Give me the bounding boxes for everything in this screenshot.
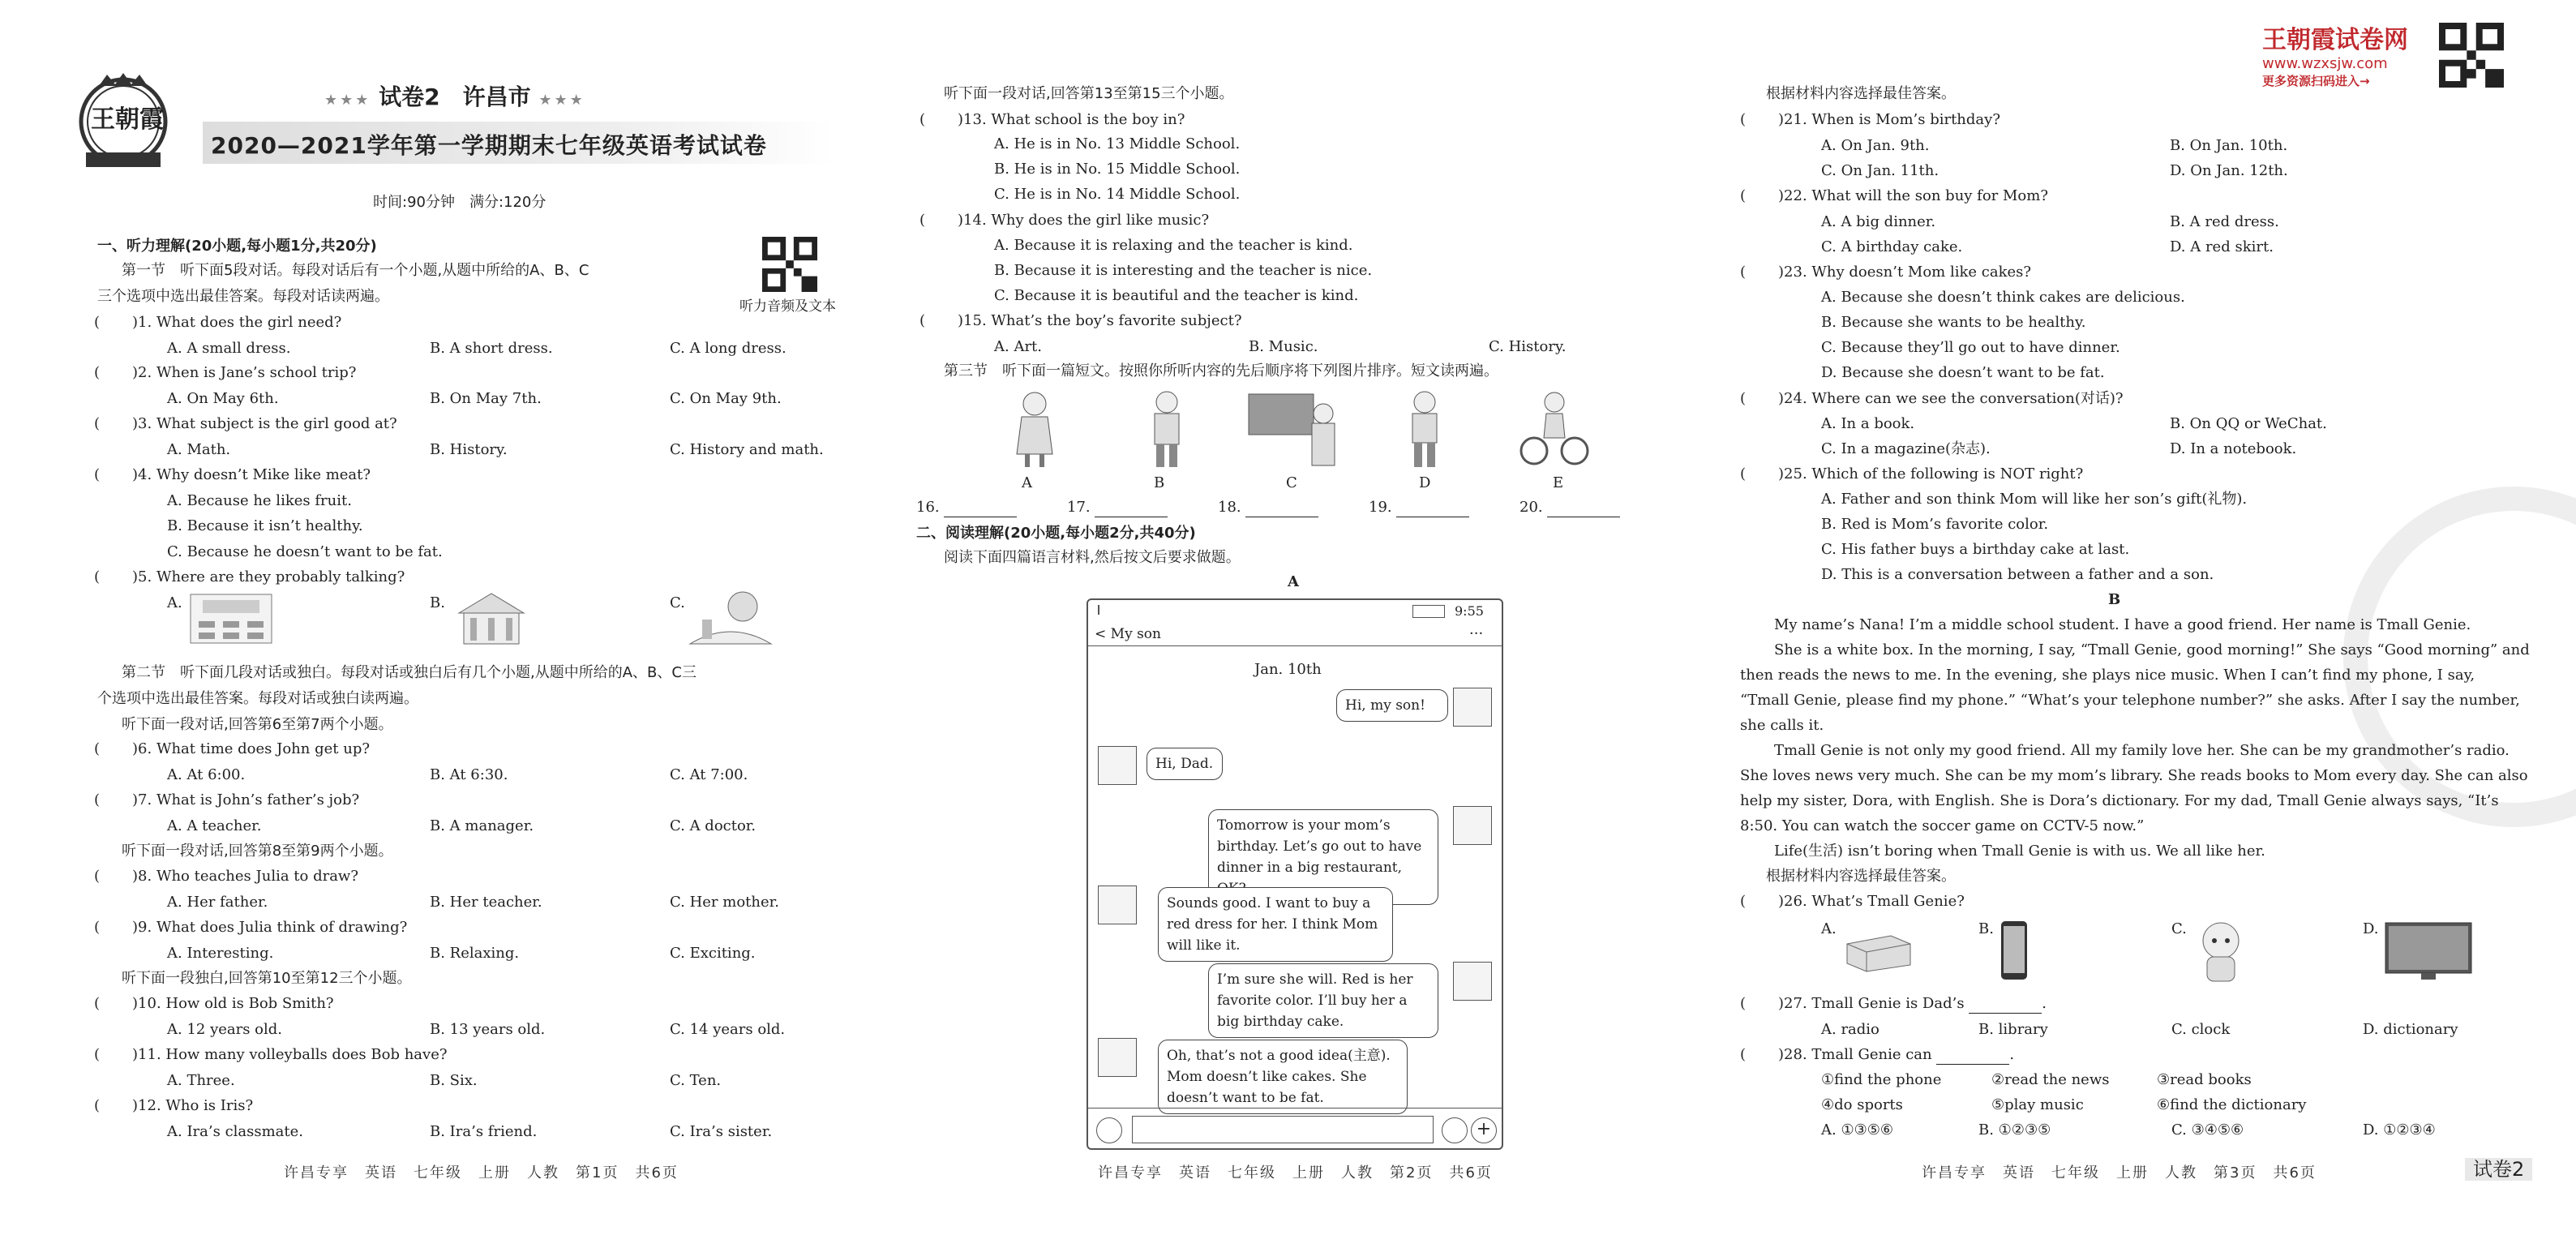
paper-title xyxy=(324,79,585,112)
q7-option-a[interactable]: A. A teacher. xyxy=(167,817,262,834)
q23-option-a[interactable]: A. Because she doesn’t think cakes are delicious. xyxy=(1821,289,2185,306)
q10-option-c[interactable]: C. 14 years old. xyxy=(670,1021,786,1038)
son-avatar xyxy=(1098,886,1137,924)
q15-option-b[interactable]: B. Music. xyxy=(1249,338,1318,355)
section1-title: 一、听力理解(20小题,每小题1分,共20分) xyxy=(97,238,377,255)
q28-option-b[interactable]: B. ①②③⑤ xyxy=(1978,1121,2051,1139)
title-stars-right: ★★★ xyxy=(538,92,585,109)
exam-title: 2020—2021学年第一学期期末七年级英语考试试卷 xyxy=(211,132,767,159)
passage-b-line-6: Tmall Genie is not only my good friend. All my family love her. She can be my grandmother’s radio. xyxy=(1774,742,2510,759)
q2-option-a[interactable]: A. On May 6th. xyxy=(167,390,279,407)
emoji-icon[interactable] xyxy=(1442,1117,1468,1143)
q14-option-a[interactable]: A. Because it is relaxing and the teacher is kind. xyxy=(994,237,1353,254)
q21-option-a[interactable]: A. On Jan. 9th. xyxy=(1821,137,1930,154)
q10-option-b[interactable]: B. 13 years old. xyxy=(430,1021,546,1038)
passage-b-line-8: help my sister, Dora, with English. She is Dora’s dictionary. For my dad, Tmall Genie always says, “It’s xyxy=(1740,792,2499,809)
q5-option-a[interactable]: A. xyxy=(167,594,182,611)
q28-item-2: ②read the news xyxy=(1991,1071,2110,1088)
section2-intro: 阅读下面四篇语言材料,然后按文后要求做题。 xyxy=(944,549,1241,566)
q2-option-c[interactable]: C. On May 9th. xyxy=(670,390,782,407)
q25-option-a[interactable]: A. Father and son think Mom will like her son’s gift(礼物). xyxy=(1821,491,2248,508)
passage-b-label: B xyxy=(2108,591,2121,608)
q8-option-a[interactable]: A. Her father. xyxy=(167,894,268,911)
instr-a: 根据材料内容选择最佳答案。 xyxy=(1766,85,1956,102)
passage-b-line-5: she calls it. xyxy=(1740,717,1824,734)
q13-option-b[interactable]: B. He is in No. 15 Middle School. xyxy=(994,161,1241,178)
q13-question: ( )13. What school is the boy in? xyxy=(919,111,1185,128)
q24-option-b[interactable]: B. On QQ or WeChat. xyxy=(2170,415,2327,432)
q5-question: ( )5. Where are they probably talking? xyxy=(94,568,405,585)
q14-option-c[interactable]: C. Because it is beautiful and the teacher is kind. xyxy=(994,287,1359,304)
q12-option-c[interactable]: C. Ira’s sister. xyxy=(670,1123,773,1140)
instr-10-12: 听下面一段独白,回答第10至第12三个小题。 xyxy=(122,970,412,987)
q23-option-b[interactable]: B. Because she wants to be healthy. xyxy=(1821,314,2086,331)
cycling-picture xyxy=(1518,389,1591,470)
q28-option-d[interactable]: D. ①②③④ xyxy=(2363,1121,2436,1139)
q2-question: ( )2. When is Jane’s school trip? xyxy=(94,364,357,381)
passage-b-line-2: She is a white box. In the morning, I say, “Tmall Genie, good morning!” She says “Good morning” and xyxy=(1774,641,2530,658)
part2-intro-1: 第二节 听下面几段对话或独白。每段对话或独白后有几个小题,从题中所给的A、B、C三 xyxy=(122,664,697,681)
q28-item-3: ③read books xyxy=(2157,1071,2252,1088)
q25-option-c[interactable]: C. His father buys a birthday cake at last. xyxy=(1821,541,2130,558)
brand-url[interactable]: www.wzxsjw.com xyxy=(2262,55,2388,72)
q10-option-a[interactable]: A. 12 years old. xyxy=(167,1021,283,1038)
part2-intro-2: 个选项中选出最佳答案。每段对话或独白读两遍。 xyxy=(97,690,418,707)
kid-picture xyxy=(1404,389,1445,470)
q3-option-b[interactable]: B. History. xyxy=(430,441,508,458)
section2-title: 二、阅读理解(20小题,每小题2分,共40分) xyxy=(916,525,1196,542)
son-avatar xyxy=(1098,1038,1137,1077)
q8-question: ( )8. Who teaches Julia to draw? xyxy=(94,868,358,885)
pic-label-d: D xyxy=(1419,474,1431,491)
q6-option-c[interactable]: C. At 7:00. xyxy=(670,766,748,783)
son-avatar xyxy=(1098,746,1137,785)
chat-message-4: Sounds good. I want to buy a red dress for her. I think Mom will like it. xyxy=(1158,887,1393,962)
message-input[interactable] xyxy=(1132,1116,1434,1143)
q15-option-a[interactable]: A. Art. xyxy=(994,338,1043,355)
q21-option-c[interactable]: C. On Jan. 11th. xyxy=(1821,162,1940,179)
q4-option-c[interactable]: C. Because he doesn’t want to be fat. xyxy=(167,543,443,560)
q1-option-a[interactable]: A. A small dress. xyxy=(167,340,291,357)
q15-option-c[interactable]: C. History. xyxy=(1489,338,1567,355)
battery-icon xyxy=(1412,605,1445,618)
pic-label-e: E xyxy=(1553,474,1564,491)
part3-intro: 第三节 听下面一篇短文。按照你所听内容的先后顺序将下列图片排序。短文读两遍。 xyxy=(944,362,1498,380)
q22-question: ( )22. What will the son buy for Mom? xyxy=(1740,187,2048,204)
instr-6-7: 听下面一段对话,回答第6至第7两个小题。 xyxy=(122,716,393,733)
q25-option-b[interactable]: B. Red is Mom’s favorite color. xyxy=(1821,516,2049,533)
q24-option-d[interactable]: D. In a notebook. xyxy=(2170,440,2297,457)
q12-option-a[interactable]: A. Ira’s classmate. xyxy=(167,1123,304,1140)
passage-b-line-4: “Tmall Genie, please find my phone.” “What’s your telephone number?” she asks. After I say the number, xyxy=(1740,692,2520,709)
instr-8-9: 听下面一段对话,回答第8至第9两个小题。 xyxy=(122,843,393,860)
instr-b: 根据材料内容选择最佳答案。 xyxy=(1766,868,1956,885)
q7-option-c[interactable]: C. A doctor. xyxy=(670,817,757,834)
q26-option-b[interactable]: B. xyxy=(1978,920,1994,937)
q27-option-c[interactable]: C. clock xyxy=(2171,1021,2231,1038)
teacher-picture xyxy=(1245,389,1343,470)
zoo-picture xyxy=(686,587,775,649)
q4-option-a[interactable]: A. Because he likes fruit. xyxy=(167,492,352,509)
exam-meta: 时间:90分钟 满分:120分 xyxy=(373,194,546,211)
logo-text: 王朝霞 xyxy=(91,105,164,134)
q4-option-b[interactable]: B. Because it isn’t healthy. xyxy=(167,517,363,534)
q13-option-c[interactable]: C. He is in No. 14 Middle School. xyxy=(994,186,1241,203)
q26-option-d[interactable]: D. xyxy=(2363,920,2379,937)
q22-option-a[interactable]: A. A big dinner. xyxy=(1821,213,1936,230)
q23-option-c[interactable]: C. Because they’ll go out to have dinner. xyxy=(1821,339,2120,356)
q12-question: ( )12. Who is Iris? xyxy=(94,1097,254,1114)
phone-chat-screen xyxy=(1087,598,1503,1150)
answer-blank-18[interactable]: 18. xyxy=(1218,498,1318,517)
robot-picture xyxy=(2192,920,2249,984)
q28-item-1: ①find the phone xyxy=(1821,1071,1942,1088)
q23-question: ( )23. Why doesn’t Mom like cakes? xyxy=(1740,264,2032,281)
q21-option-d[interactable]: D. On Jan. 12th. xyxy=(2170,162,2288,179)
page-1 xyxy=(0,0,859,1235)
q2-option-b[interactable]: B. On May 7th. xyxy=(430,390,542,407)
q4-question: ( )4. Why doesn’t Mike like meat? xyxy=(94,466,371,483)
passage-b-line-7: She loves news very much. She can be my mom’s library. She reads books to Mom every day. She can also xyxy=(1740,767,2528,784)
boy-picture xyxy=(1147,389,1187,470)
passage-b-line-10: Life(生活) isn’t boring when Tmall Genie is with us. We all like her. xyxy=(1774,843,2265,860)
part1-intro-2: 三个选项中选出最佳答案。每段对话读两遍。 xyxy=(97,288,389,305)
chat-message-3: Tomorrow is your mom’s birthday. Let’s go out to have dinner in a big restaurant, xyxy=(1208,809,1438,905)
q6-question: ( )6. What time does John get up? xyxy=(94,740,370,757)
more-options-icon[interactable]: ··· xyxy=(1469,625,1484,642)
answer-blank-19[interactable]: 19. xyxy=(1369,498,1469,517)
pic-label-c: C xyxy=(1286,474,1297,491)
q14-option-b[interactable]: B. Because it is interesting and the teacher is nice. xyxy=(994,262,1373,279)
q15-question: ( )15. What’s the boy’s favorite subject? xyxy=(919,312,1242,329)
q11-option-b[interactable]: B. Six. xyxy=(430,1072,478,1089)
q28-item-4: ④do sports xyxy=(1821,1096,1903,1113)
q12-option-b[interactable]: B. Ira’s friend. xyxy=(430,1123,538,1140)
q28-item-6: ⑥find the dictionary xyxy=(2157,1096,2307,1113)
passage-b-line-9: 8:50. You can watch the soccer game on CCTV-5 now.” xyxy=(1740,817,2145,834)
qr-code-icon xyxy=(762,237,817,292)
chat-message-5: I’m sure she will. Red is her favorite color. I’ll buy her a big birthday cake. xyxy=(1208,963,1438,1038)
answer-blank-17[interactable]: 17. xyxy=(1067,498,1168,517)
q21-question: ( )21. When is Mom’s birthday? xyxy=(1740,111,2000,128)
dad-avatar xyxy=(1453,688,1492,727)
q11-option-c[interactable]: C. Ten. xyxy=(670,1072,722,1089)
q3-option-c[interactable]: C. History and math. xyxy=(670,441,824,458)
q14-question: ( )14. Why does the girl like music? xyxy=(919,212,1210,229)
q3-option-a[interactable]: A. Math. xyxy=(167,441,231,458)
paper-title-text: 试卷2 许昌市 xyxy=(379,84,531,110)
page2-footer: 许昌专享 英语 七年级 上册 人教 第2页 共6页 xyxy=(1098,1164,1493,1181)
q26-question: ( )26. What’s Tmall Genie? xyxy=(1740,893,1965,910)
q1-option-b[interactable]: B. A short dress. xyxy=(430,340,553,357)
brand-slogan: 更多资源扫码进入→ xyxy=(2262,74,2370,88)
girl-picture xyxy=(1010,389,1059,470)
voice-icon[interactable] xyxy=(1096,1117,1122,1143)
q27-option-b[interactable]: B. library xyxy=(1978,1021,2048,1038)
phone-picture xyxy=(2000,920,2029,981)
q27-question: ( )27. Tmall Genie is Dad’s . xyxy=(1740,995,2047,1012)
q9-option-c[interactable]: C. Exciting. xyxy=(670,945,756,962)
passage-b-line-1: My name’s Nana! I’m a middle school student. I have a good friend. Her name is Tmall Genie. xyxy=(1774,616,2471,633)
q27-option-a[interactable]: A. radio xyxy=(1821,1021,1879,1038)
q10-question: ( )10. How old is Bob Smith? xyxy=(94,995,334,1012)
answer-blank-16[interactable]: 16. xyxy=(916,498,1017,517)
q1-option-c[interactable]: C. A long dress. xyxy=(670,340,787,357)
dad-avatar xyxy=(1453,806,1492,845)
q28-option-a[interactable]: A. ①③⑤⑥ xyxy=(1821,1121,1893,1139)
q3-question: ( )3. What subject is the girl good at? xyxy=(94,415,397,432)
chat-message-6: Oh, that’s not a good idea(主意). Mom doesn’t like cakes. She doesn’t want to be fat. xyxy=(1158,1040,1408,1114)
instr-13-15: 听下面一段对话,回答第13至第15三个小题。 xyxy=(944,85,1234,102)
q8-option-c[interactable]: C. Her mother. xyxy=(670,894,779,911)
q25-question: ( )25. Which of the following is NOT right? xyxy=(1740,465,2084,482)
q24-option-a[interactable]: A. In a book. xyxy=(1821,415,1915,432)
classroom-picture xyxy=(186,590,276,649)
part1-intro-1: 第一节 听下面5段对话。每段对话后有一个小题,从题中所给的A、B、C xyxy=(122,262,589,279)
page1-footer: 许昌专享 英语 七年级 上册 人教 第1页 共6页 xyxy=(284,1164,679,1181)
chat-message-2: Hi, Dad. xyxy=(1147,748,1223,780)
q24-option-c[interactable]: C. In a magazine(杂志). xyxy=(1821,440,1991,457)
q6-option-a[interactable]: A. At 6:00. xyxy=(167,766,246,783)
q13-option-a[interactable]: A. He is in No. 13 Middle School. xyxy=(994,135,1241,152)
q22-option-c[interactable]: C. A birthday cake. xyxy=(1821,238,1963,255)
tv-picture xyxy=(2384,920,2473,984)
q28-question: ( )28. Tmall Genie can . xyxy=(1740,1046,2015,1063)
page3-footer: 许昌专享 英语 七年级 上册 人教 第3页 共6页 xyxy=(1922,1164,2317,1181)
plus-icon[interactable]: + xyxy=(1471,1117,1497,1143)
q1-question: ( )1. What does the girl need? xyxy=(94,314,342,331)
q5-option-c[interactable]: C. xyxy=(670,594,685,611)
back-chevron-icon[interactable]: < xyxy=(1095,626,1107,642)
pic-label-a: A xyxy=(1022,474,1032,491)
pic-label-b: B xyxy=(1154,474,1165,491)
q8-option-b[interactable]: B. Her teacher. xyxy=(430,894,542,911)
q9-option-a[interactable]: A. Interesting. xyxy=(167,945,274,962)
q24-question: ( )24. Where can we see the conversation(对话)? xyxy=(1740,390,2124,407)
qr-caption: 听力音频及文本 xyxy=(739,298,836,315)
q11-question: ( )11. How many volleyballs does Bob have? xyxy=(94,1046,448,1063)
q5-option-b[interactable]: B. xyxy=(430,594,445,611)
q22-option-b[interactable]: B. A red dress. xyxy=(2170,213,2279,230)
signal-icon xyxy=(1098,605,1106,615)
corner-label: 试卷2 xyxy=(2465,1158,2532,1181)
q23-option-d[interactable]: D. Because she doesn’t want to be fat. xyxy=(1821,364,2105,381)
library-picture xyxy=(451,589,532,649)
phone-time: 9:55 xyxy=(1455,603,1484,619)
q9-question: ( )9. What does Julia think of drawing? xyxy=(94,919,408,936)
q9-option-b[interactable]: B. Relaxing. xyxy=(430,945,520,962)
answer-blank-20[interactable]: 20. xyxy=(1519,498,1620,517)
passage-b-line-3: then reads the news to me. In the evening, she plays nice music. When I can’t find my phone, I say, xyxy=(1740,667,2475,684)
chat-header xyxy=(1095,624,1161,644)
q22-option-d[interactable]: D. A red skirt. xyxy=(2170,238,2274,255)
q21-option-b[interactable]: B. On Jan. 10th. xyxy=(2170,137,2288,154)
dad-avatar xyxy=(1453,962,1492,1001)
q6-option-b[interactable]: B. At 6:30. xyxy=(430,766,508,783)
q27-option-d[interactable]: D. dictionary xyxy=(2363,1021,2458,1038)
q25-option-d[interactable]: D. This is a conversation between a father and a son. xyxy=(1821,566,2214,583)
contact-name: My son xyxy=(1110,626,1161,642)
page-3 xyxy=(1678,0,2576,1235)
q26-option-c[interactable]: C. xyxy=(2171,920,2187,937)
chat-message-1: Hi, my son! xyxy=(1336,689,1448,722)
q11-option-a[interactable]: A. Three. xyxy=(167,1072,235,1089)
q7-option-b[interactable]: B. A manager. xyxy=(430,817,534,834)
speaker-box-picture xyxy=(1842,924,1915,973)
passage-a-label: A xyxy=(1288,573,1299,590)
q28-item-5: ⑤play music xyxy=(1991,1096,2084,1113)
brand-name: 王朝霞试卷网 xyxy=(2262,26,2408,54)
q28-option-c[interactable]: C. ③④⑤⑥ xyxy=(2171,1121,2244,1139)
q7-question: ( )7. What is John’s father’s job? xyxy=(94,791,360,808)
q26-option-a[interactable]: A. xyxy=(1821,920,1837,937)
title-stars-left: ★★★ xyxy=(324,92,371,109)
chat-date: Jan. 10th xyxy=(1254,661,1322,678)
